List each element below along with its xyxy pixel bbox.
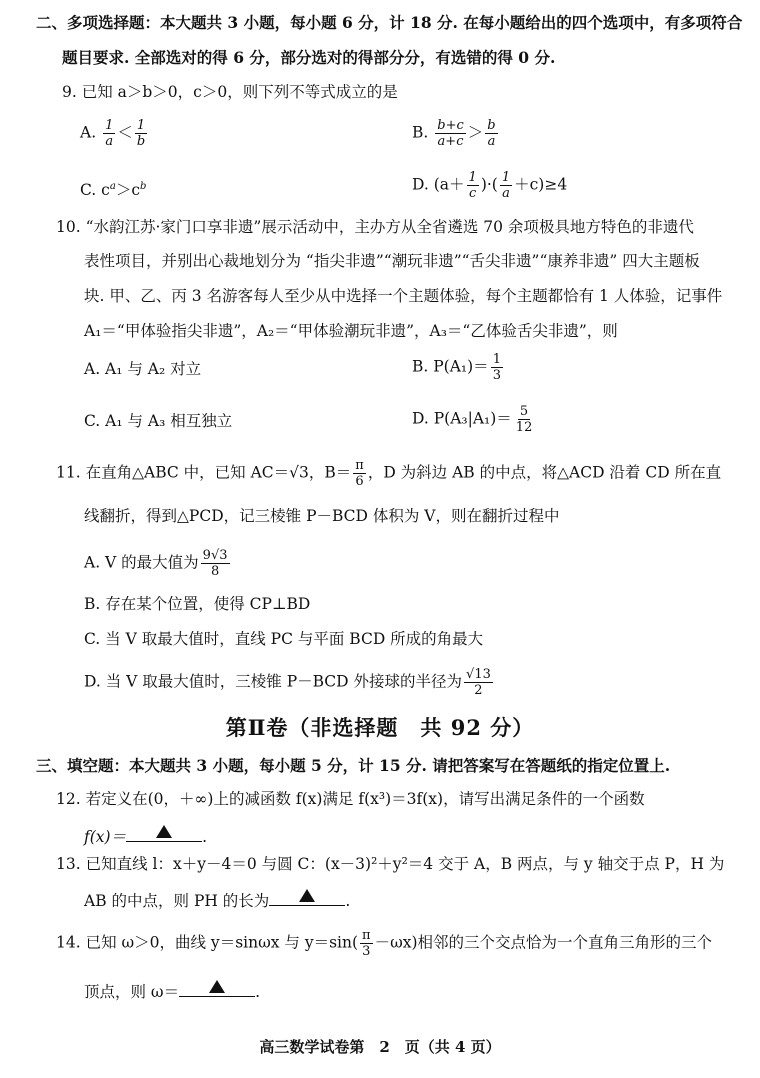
q14-answer-blank[interactable] <box>179 978 255 997</box>
q11-d-label: D. 当 V 取最大值时，三棱锥 P－BCD 外接球的半径为 <box>84 672 463 691</box>
q14-line2 <box>84 978 260 1003</box>
triangle-icon <box>156 825 172 838</box>
q11-option-d <box>84 667 495 698</box>
q10-b-frac-den: 3 <box>492 368 501 383</box>
q9-d-end: ＋c)≥4 <box>514 175 568 194</box>
q10-d-frac-den: 12 <box>515 420 533 435</box>
triangle-icon <box>299 889 315 902</box>
q12-line2 <box>84 823 207 848</box>
q9-d-mid: )·( <box>480 175 498 194</box>
q9-option-b-label: B. <box>412 123 429 142</box>
q11-line1 <box>56 458 721 489</box>
q9-d-frac1-num: 1 <box>468 170 477 185</box>
q10-d-label: D. P(A₃|A₁)＝ <box>412 409 512 428</box>
q14-line1-b: －ωx)相邻的三个交点恰为一个直角三角形的三个 <box>374 933 713 952</box>
q9-b-frac1-num: b+c <box>437 118 464 133</box>
q14-line1-frac-num: π <box>362 928 371 943</box>
q11-option-b: B. 存在某个位置，使得 CP⊥BD <box>84 595 311 613</box>
q10-option-a: A. A₁ 与 A₂ 对立 <box>84 360 202 378</box>
q9-option-c-text: C. c <box>80 181 110 200</box>
q11-a-frac-num: 9√3 <box>202 548 228 563</box>
q11-a-frac-den: 8 <box>210 564 220 579</box>
q11-d-frac <box>464 667 493 698</box>
q11-line1-b: ，D 为斜边 AB 的中点，将△ACD 沿着 CD 所在直 <box>367 463 722 482</box>
q10-option-d <box>412 404 536 435</box>
q9-a-frac2-num: 1 <box>136 118 146 133</box>
q11-line1-frac-den: 6 <box>355 474 364 489</box>
q9-a-frac1-num: 1 <box>105 118 114 133</box>
q9-d-frac1 <box>467 170 479 201</box>
page-footer: 高三数学试卷第 2 页（共 4 页） <box>259 1038 501 1056</box>
q10-b-label: B. P(A₁)＝ <box>412 357 489 376</box>
q9-a-frac1 <box>103 118 115 149</box>
q11-line1-frac <box>353 458 366 489</box>
q12-line1: 12. 若定义在(0，＋∞)上的减函数 f(x)满足 f(x³)＝3f(x)，请写出满足条件的一个函数 <box>56 790 645 808</box>
q9-option-d <box>412 170 567 201</box>
q9-b-frac1-den: a+c <box>437 134 464 149</box>
q11-line1-frac-num: π <box>355 458 364 473</box>
section2-header-line1: 二、多项选择题：本大题共 3 小题，每小题 6 分，计 18 分. 在每小题给出的四个选项中，有多项符合 <box>36 13 743 32</box>
q9-b-frac1 <box>435 118 466 149</box>
q10-line1: 10. “水韵江苏·家门口享非遗”展示活动中，主办方从全省遴选 70 余项极具地方特色的非遗代 <box>56 218 694 236</box>
q11-option-a <box>84 548 232 579</box>
q9-b-rel: ＞ <box>467 123 484 142</box>
q13-line1: 13. 已知直线 l：x＋y－4＝0 与圆 C：(x－3)²＋y²＝4 交于 A，B 两点，与 y 轴交于点 P，H 为 <box>56 855 725 873</box>
q14-line2-end: . <box>255 983 261 1001</box>
section3-header: 三、填空题：本大题共 3 小题，每小题 5 分，计 15 分. 请把答案写在答题纸的指定位置上. <box>36 756 671 775</box>
q9-option-a-label: A. <box>80 123 97 142</box>
q10-d-frac-num: 5 <box>519 404 529 419</box>
q11-a-label: A. V 的最大值为 <box>84 553 199 572</box>
q9-option-b <box>412 118 500 149</box>
q10-b-frac-num: 1 <box>492 352 501 367</box>
q13-line2-label: AB 的中点，则 PH 的长为 <box>84 892 270 910</box>
q13-line2-end: . <box>345 892 351 910</box>
part2-title: 第Ⅱ卷（非选择题 共 92 分） <box>225 715 535 740</box>
q9-option-c <box>80 176 146 201</box>
q10-line4: A₁＝“甲体验指尖非遗”，A₂＝“甲体验潮玩非遗”，A₃＝“乙体验舌尖非遗”，则 <box>84 322 618 340</box>
q9-b-frac2 <box>485 118 497 149</box>
q14-line2-label: 顶点，则 ω＝ <box>84 983 180 1001</box>
section2-header-line2: 题目要求. 全部选对的得 6 分，部分选对的得部分分，有选错的得 0 分. <box>62 48 556 67</box>
q9-b-frac2-den: a <box>487 134 496 149</box>
q10-line3: 块. 甲、乙、丙 3 名游客每人至少从中选择一个主题体验，每个主题都恰有 1 人体验，记事件 <box>84 287 723 305</box>
q13-line2 <box>84 887 350 912</box>
q9-b-frac2-num: b <box>487 118 496 133</box>
q9-d-frac1-den: c <box>469 186 477 201</box>
q10-option-b <box>412 352 505 383</box>
q9-stem: 9. 已知 a＞b＞0，c＞0，则下列不等式成立的是 <box>62 83 398 101</box>
q11-option-c: C. 当 V 取最大值时，直线 PC 与平面 BCD 所成的角最大 <box>84 630 484 648</box>
q12-answer-blank[interactable] <box>126 823 202 842</box>
q9-d-frac2-num: 1 <box>501 170 511 185</box>
q11-d-frac-num: √13 <box>466 667 491 682</box>
q9-c-sup2: b <box>140 181 147 192</box>
q9-a-frac2 <box>135 118 147 149</box>
q14-line1-frac-den: 3 <box>362 944 371 959</box>
q9-option-a <box>80 118 149 149</box>
q13-answer-blank[interactable] <box>269 887 345 906</box>
q10-line2: 表性项目，并别出心裁地划分为 “指尖非遗”“潮玩非遗”“舌尖非遗”“康养非遗” 四大主题板 <box>84 252 700 270</box>
q14-line1-frac <box>360 928 373 959</box>
q10-b-frac <box>491 352 503 383</box>
triangle-icon <box>209 980 225 993</box>
q11-a-frac <box>201 548 230 579</box>
q9-a-frac2-den: b <box>136 134 146 149</box>
q10-d-frac <box>514 404 535 435</box>
q11-line2: 线翻折，得到△PCD，记三棱锥 P－BCD 体积为 V，则在翻折过程中 <box>84 507 560 525</box>
q9-c-mid: ＞c <box>115 181 140 200</box>
q11-line1-a: 11. 在直角△ABC 中，已知 AC＝√3，B＝ <box>56 463 352 482</box>
q9-d-frac2-den: a <box>502 186 510 201</box>
q14-line1 <box>56 928 712 959</box>
q9-a-frac1-den: a <box>105 134 114 149</box>
q14-line1-a: 14. 已知 ω＞0，曲线 y＝sinωx 与 y＝sin( <box>56 933 359 952</box>
q9-d-frac2 <box>500 170 512 201</box>
q12-line2-end: . <box>202 828 208 846</box>
q9-d-label: D. (a＋ <box>412 175 465 194</box>
q10-option-c: C. A₁ 与 A₃ 相互独立 <box>84 412 233 430</box>
q9-c-sup1: a <box>109 181 116 192</box>
q9-a-rel: ＜ <box>117 123 133 142</box>
q11-d-frac-den: 2 <box>474 683 483 698</box>
q12-line2-label: f(x)＝ <box>84 828 127 846</box>
